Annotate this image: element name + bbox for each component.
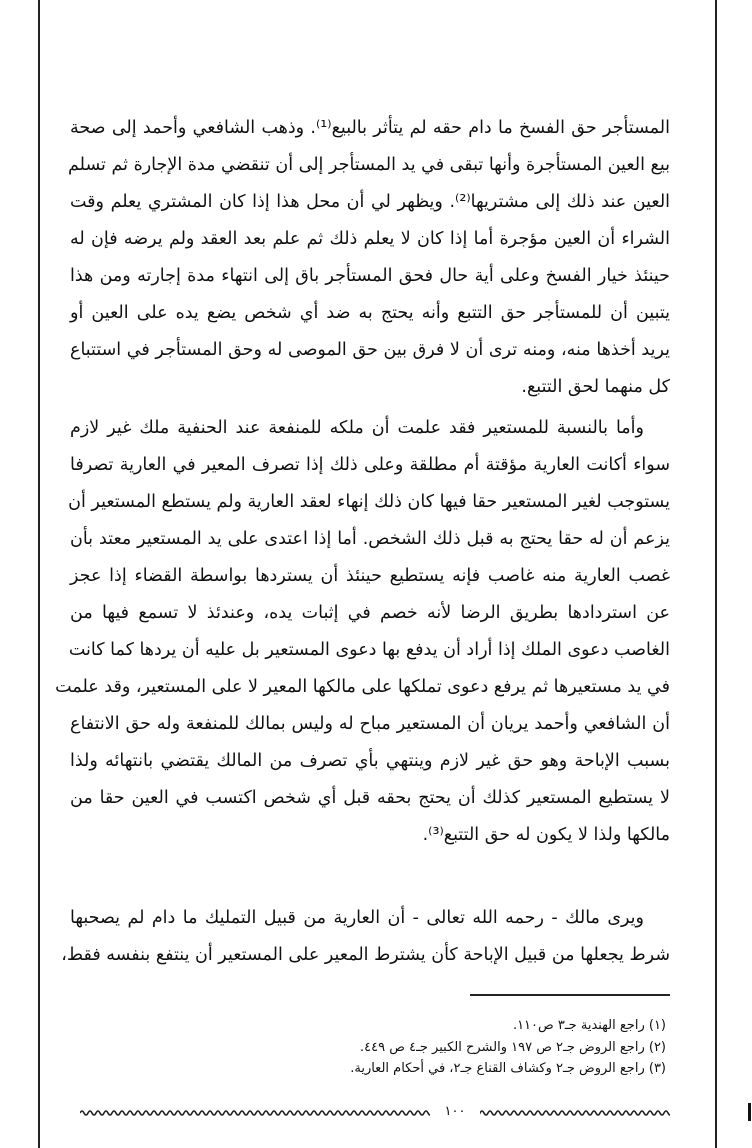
text-line: ويرى مالك - رحمه الله تعالى - أن العارية من قبيل التمليك ما دام لم يصحبها — [70, 908, 644, 928]
text-line: حينئذ خيار الفسخ وعلى أية حال فحق المستأجر باق إلى انتهاء مدة إجارته ومن هذا — [70, 266, 670, 286]
text-line: كل منهما لحق التتبع. — [521, 377, 670, 397]
footnotes — [350, 1015, 666, 1080]
page-border-left — [38, 0, 40, 1148]
text-line: المستأجر حق الفسخ ما دام حقه لم يتأثر بالبيع⁽¹⁾. وذهب الشافعي وأحمد إلى صحة — [70, 118, 670, 138]
text-line: عن استردادها بطريق الرضا لأنه خصم في إثبات يده، وعندئذ لا تسمع فيها من — [70, 603, 670, 623]
ornament-end-bar — [748, 1103, 751, 1121]
text-line: يريد أخذها منه، ومنه ترى أن لا فرق بين حق الموصى له وحق المستأجر في استتباع — [70, 340, 670, 360]
footnote: (٣) راجع الروض جـ٢ وكشاف القناع جـ٢، في أحكام العارية. — [350, 1061, 666, 1076]
text-line: سواء أكانت العارية مؤقتة أم مطلقة وعلى ذلك إذا تصرف المعير في العارية تصرفا — [70, 455, 670, 475]
text-line: يتبين أن للمستأجر حق التتبع وأنه يحتج به ضد أي شخص يضع يده على العين أو — [70, 303, 670, 323]
text-line: بسبب الإباحة وهو حق غير لازم وينتهي بأي تصرف من المالك يقتضي بانتهائه ولذا — [70, 751, 670, 771]
page-border-right — [715, 0, 717, 1148]
text-line: وأما بالنسبة للمستعير فقد علمت أن ملكه للمنفعة عند الحنفية ملك غير لازم — [70, 418, 644, 438]
paragraph-2 — [55, 410, 670, 854]
page-footer — [80, 1100, 670, 1124]
footnote: (١) راجع الهندية جـ٣ ص١١٠. — [512, 1018, 666, 1033]
paragraph-1 — [70, 110, 670, 406]
text-line: مالكها ولذا لا يكون له حق التتبع⁽³⁾. — [422, 825, 670, 845]
footnote-separator — [470, 994, 670, 996]
text-line: لا يستطيع المستعير كذلك أن يحتج بحقه قبل أي شخص اكتسب في العين حقا من — [70, 788, 670, 808]
text-line: بيع العين المستأجرة وأنها تبقى في يد المستأجر إلى أن تنقضي مدة الإجارة ثم تسلم — [68, 155, 670, 175]
wavy-ornament — [80, 1100, 670, 1124]
text-line: غصب العارية منه غاصب فإنه يستطيع حينئذ أن يستردها بواسطة القضاء إذا عجز — [70, 566, 670, 586]
text-line: أن الشافعي وأحمد يريان أن المستعير مباح له وليس بمالك للمنفعة وله حق الانتفاع — [70, 714, 670, 734]
text-line: العين عند ذلك إلى مشتريها⁽²⁾. ويظهر لي أن محل هذا إذا كان المشتري يعلم وقت — [70, 192, 671, 212]
text-line: في يد مستعيرها ثم يرفع دعوى تملكها على مالكها المعير لا على المستعير، وقد علمت — [55, 677, 670, 697]
text-line: يزعم أن له حقا يحتج به قبل ذلك الشخص. أما إذا اعتدى على يد المستعير معتد بأن — [70, 529, 670, 549]
page-number: ١٠٠ — [430, 1100, 480, 1124]
paragraph-3 — [61, 900, 670, 974]
text-line: الغاصب دعوى الملك إذا أراد أن يدفع بها دعوى المستعير بل عليه أن يردها كما كانت — [68, 640, 670, 660]
text-line: يستوجب لغير المستعير حقا فيها كان ذلك إنهاء لعقد العارية ولم يستطع المستعير أن — [68, 492, 670, 512]
footnote: (٢) راجع الروض جـ٢ ص ١٩٧ والشرح الكبير جـ٤ ص ٤٤٩. — [360, 1039, 666, 1055]
text-line: شرط يجعلها من قبيل الإباحة كأن يشترط المعير على المستعير أن ينتفع بنفسه فقط، — [61, 945, 670, 965]
text-line: الشراء أن العين مؤجرة أما إذا كان لا يعلم ذلك ثم علم بعد العقد ولم يرضه فإن له — [70, 229, 670, 249]
